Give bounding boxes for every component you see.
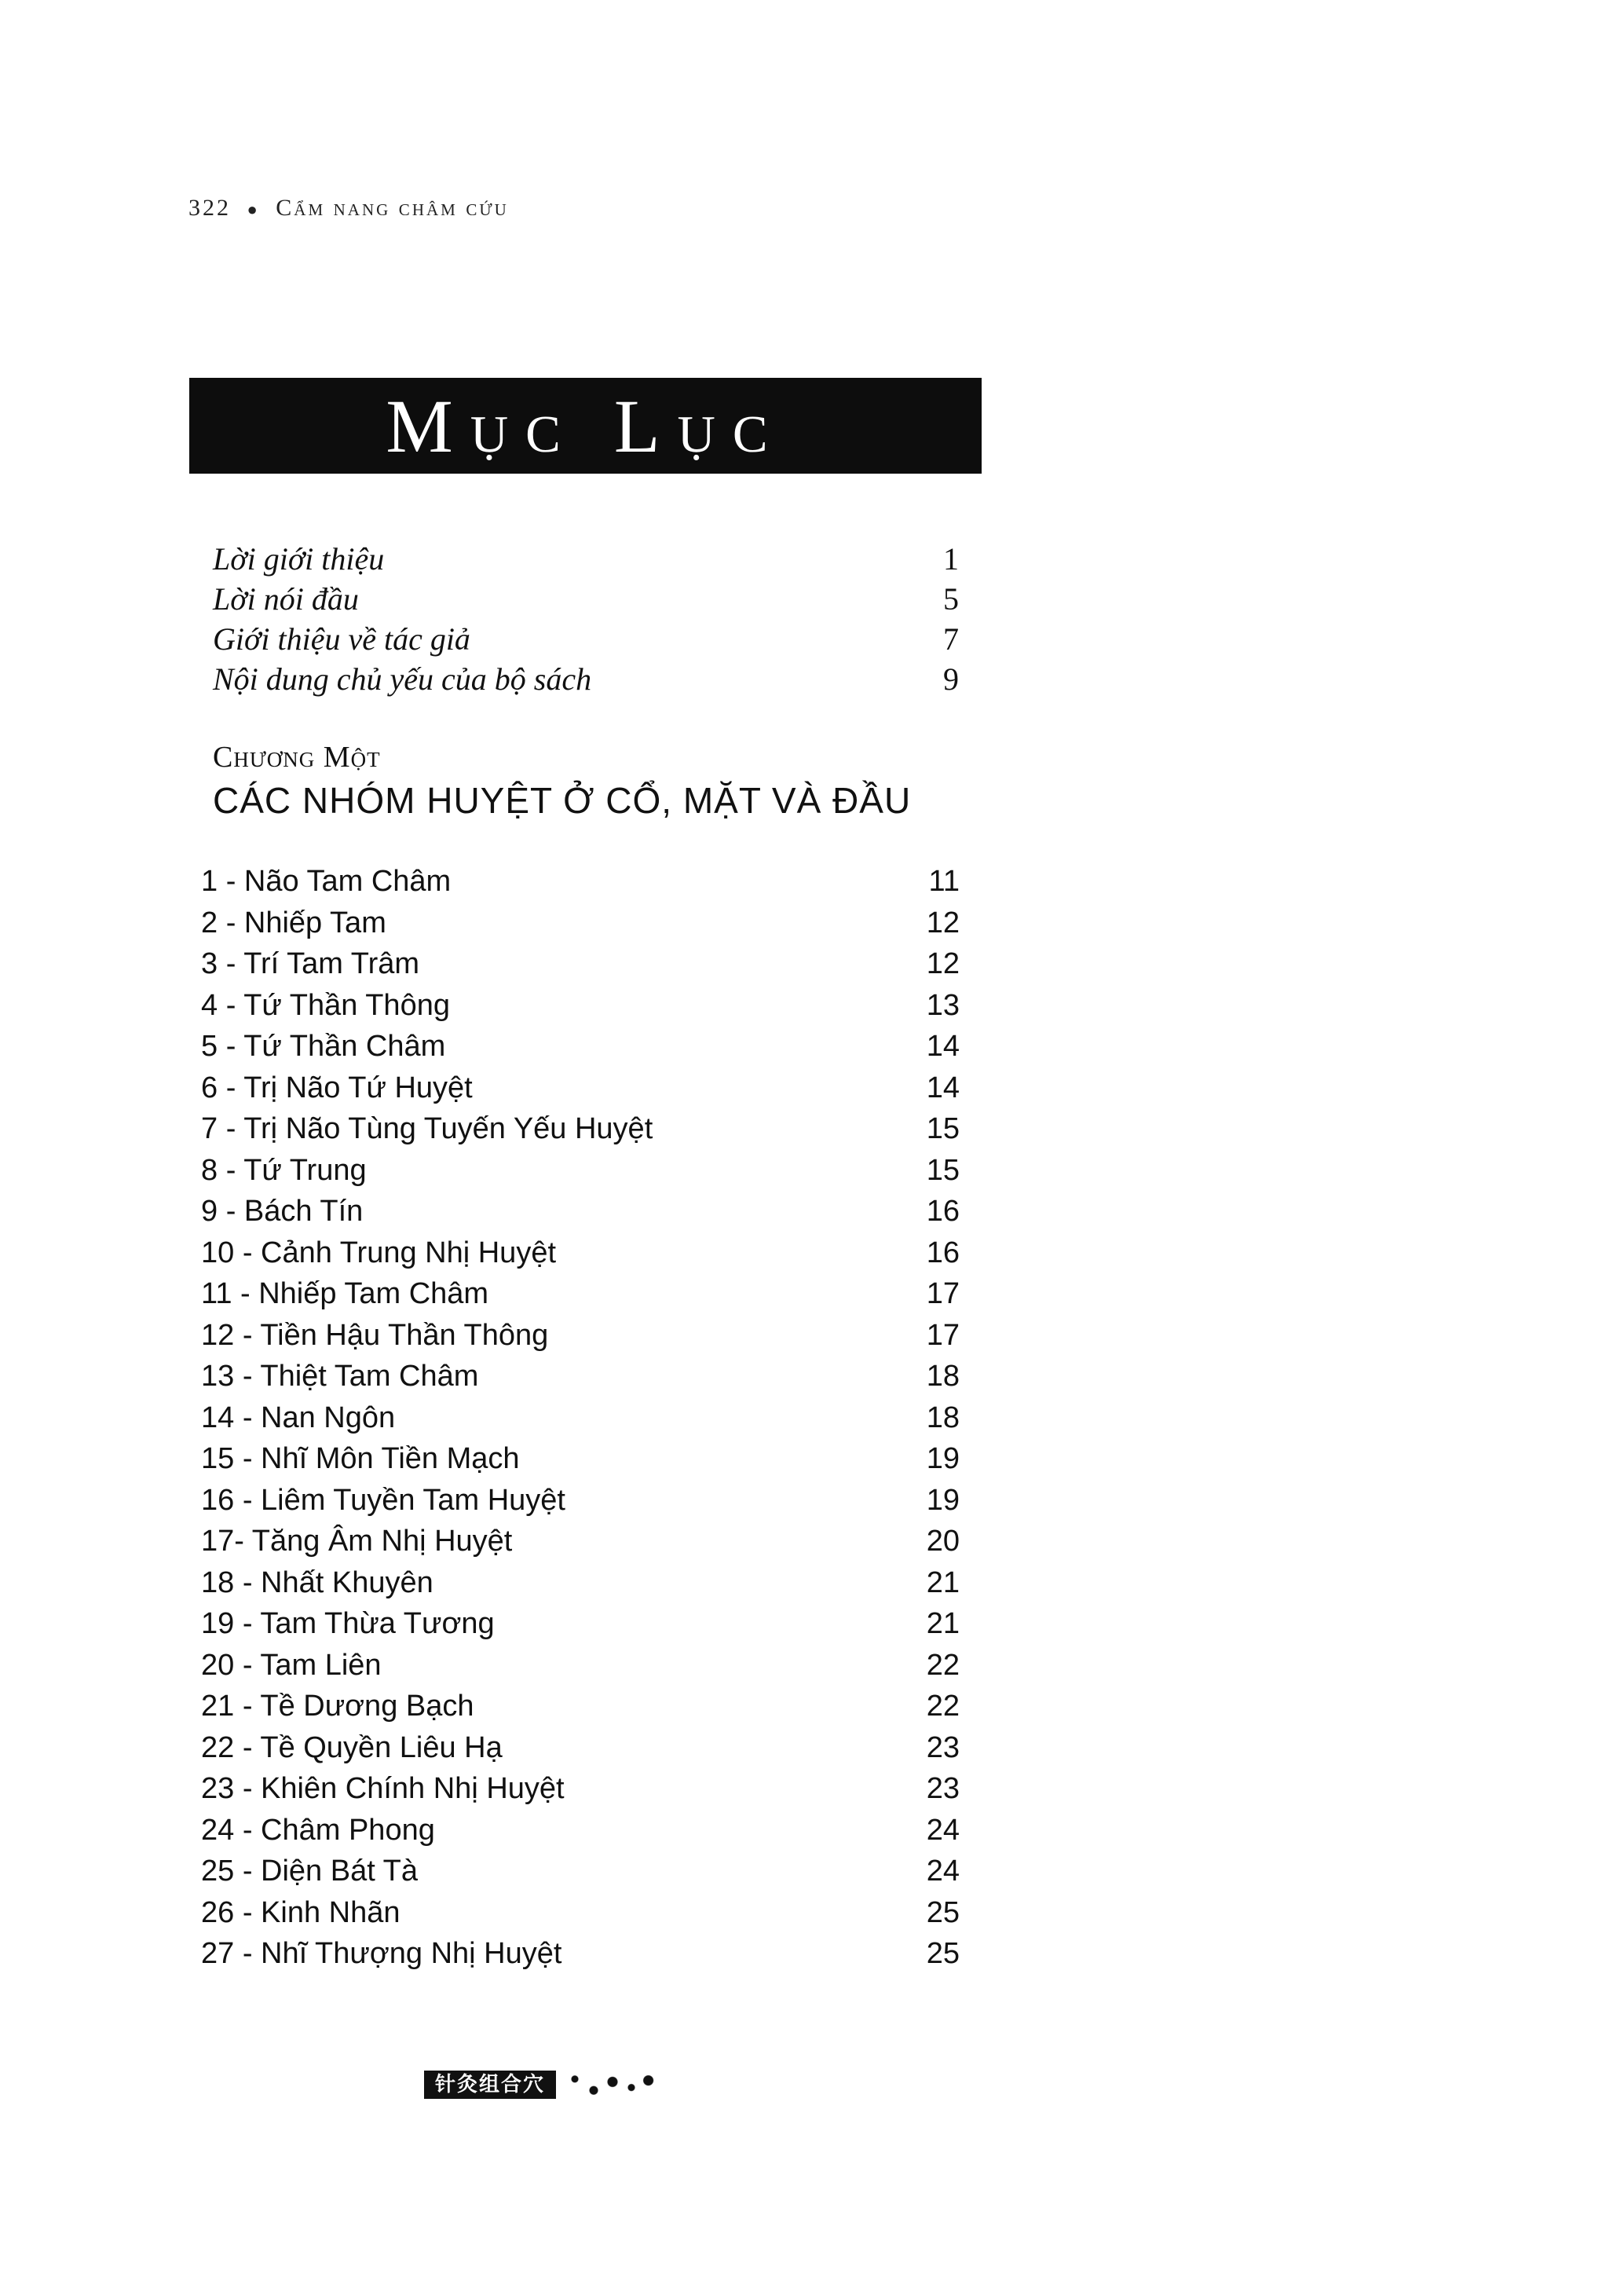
toc-entry-page: 12 bbox=[926, 947, 960, 980]
bullet-icon: ● bbox=[247, 200, 260, 220]
toc-entry-page: 16 bbox=[926, 1236, 960, 1269]
toc-row[interactable] bbox=[201, 1892, 960, 1934]
toc-entry-page: 19 bbox=[926, 1442, 960, 1475]
toc-entry-title: 20 - Tam Liên bbox=[201, 1648, 382, 1682]
toc-entry-title: 26 - Kinh Nhãn bbox=[201, 1895, 401, 1929]
footer-logo-text: 针灸组合穴 bbox=[424, 2071, 556, 2099]
chapter-label: Chương Một bbox=[213, 741, 381, 774]
toc-entry-title: 12 - Tiền Hậu Thần Thông bbox=[201, 1318, 549, 1352]
toc-row[interactable] bbox=[213, 659, 959, 699]
toc-entry-title: 1 - Não Tam Châm bbox=[201, 865, 452, 898]
running-header bbox=[188, 195, 509, 222]
toc-entry-title: Lời giới thiệu bbox=[213, 541, 385, 577]
toc-entry-page: 1 bbox=[943, 541, 959, 577]
toc-entry-title: 11 - Nhiếp Tam Châm bbox=[201, 1277, 489, 1310]
toc-row[interactable] bbox=[201, 1438, 960, 1480]
toc-entry-page: 24 bbox=[926, 1855, 960, 1888]
toc-entry-title: 4 - Tứ Thần Thông bbox=[201, 988, 450, 1022]
toc-row[interactable] bbox=[201, 985, 960, 1027]
toc-entry-title: 23 - Khiên Chính Nhị Huyệt bbox=[201, 1772, 565, 1805]
toc-entry-page: 14 bbox=[926, 1030, 960, 1063]
toc-row[interactable] bbox=[201, 1645, 960, 1686]
chapter-entries-list bbox=[201, 861, 960, 1975]
toc-entry-page: 18 bbox=[926, 1360, 960, 1393]
toc-entry-page: 15 bbox=[926, 1153, 960, 1187]
toc-entry-title: 22 - Tề Quyền Liêu Hạ bbox=[201, 1730, 503, 1764]
toc-entry-page: 12 bbox=[926, 906, 960, 939]
toc-row[interactable] bbox=[213, 539, 959, 579]
toc-row[interactable] bbox=[201, 1686, 960, 1727]
toc-entry-page: 21 bbox=[926, 1607, 960, 1640]
toc-row[interactable] bbox=[201, 1191, 960, 1232]
toc-row[interactable] bbox=[201, 1933, 960, 1975]
toc-entry-title: 8 - Tứ Trung bbox=[201, 1153, 367, 1187]
toc-entry-page: 24 bbox=[926, 1813, 960, 1847]
toc-entry-title: 2 - Nhiếp Tam bbox=[201, 906, 386, 939]
toc-row[interactable] bbox=[201, 1108, 960, 1150]
toc-entry-page: 22 bbox=[926, 1690, 960, 1723]
toc-entry-page: 9 bbox=[943, 661, 959, 697]
toc-entry-page: 21 bbox=[926, 1565, 960, 1599]
toc-entry-page: 23 bbox=[926, 1730, 960, 1764]
chapter-title: CÁC NHÓM HUYỆT Ở CỔ, MẶT VÀ ĐẦU bbox=[213, 780, 912, 821]
toc-entry-title: Nội dung chủ yếu của bộ sách bbox=[213, 661, 592, 697]
toc-entry-page: 17 bbox=[926, 1318, 960, 1352]
toc-entry-title: 21 - Tề Dương Bạch bbox=[201, 1690, 474, 1723]
toc-entry-page: 19 bbox=[926, 1483, 960, 1517]
footer-logo bbox=[424, 2067, 730, 2102]
toc-row[interactable] bbox=[201, 861, 960, 903]
toc-entry-title: 5 - Tứ Thần Châm bbox=[201, 1030, 446, 1063]
toc-entry-title: 27 - Nhĩ Thượng Nhị Huyệt bbox=[201, 1937, 562, 1970]
toc-entry-page: 13 bbox=[926, 988, 960, 1022]
toc-entry-page: 7 bbox=[943, 621, 959, 657]
toc-entry-title: Lời nói đầu bbox=[213, 581, 359, 617]
toc-row[interactable] bbox=[213, 579, 959, 619]
ink-speckle-icon bbox=[565, 2071, 660, 2099]
toc-row[interactable] bbox=[201, 1810, 960, 1851]
toc-entry-title: 19 - Tam Thừa Tương bbox=[201, 1607, 495, 1640]
toc-entry-title: 14 - Nan Ngôn bbox=[201, 1401, 396, 1434]
toc-row[interactable] bbox=[201, 1851, 960, 1892]
toc-row[interactable] bbox=[201, 1768, 960, 1810]
toc-title-banner bbox=[189, 378, 982, 474]
toc-entry-page: 25 bbox=[926, 1937, 960, 1970]
toc-entry-page: 17 bbox=[926, 1277, 960, 1310]
toc-entry-page: 22 bbox=[926, 1648, 960, 1682]
toc-entry-title: 13 - Thiệt Tam Châm bbox=[201, 1360, 479, 1393]
toc-title: Mục Lục bbox=[386, 383, 785, 468]
toc-entry-page: 14 bbox=[926, 1071, 960, 1104]
toc-row[interactable] bbox=[201, 1067, 960, 1109]
toc-entry-title: 10 - Cảnh Trung Nhị Huyệt bbox=[201, 1236, 557, 1269]
toc-entry-page: 15 bbox=[926, 1112, 960, 1145]
toc-row[interactable] bbox=[201, 1603, 960, 1645]
toc-row[interactable] bbox=[213, 619, 959, 659]
toc-entry-title: 17- Tăng Âm Nhị Huyệt bbox=[201, 1525, 513, 1558]
toc-row[interactable] bbox=[201, 1562, 960, 1604]
front-matter-list bbox=[213, 539, 959, 699]
toc-row[interactable] bbox=[201, 943, 960, 985]
toc-row[interactable] bbox=[201, 1273, 960, 1315]
toc-entry-page: 25 bbox=[926, 1895, 960, 1929]
toc-entry-title: 25 - Diện Bát Tà bbox=[201, 1855, 419, 1888]
toc-row[interactable] bbox=[201, 1727, 960, 1769]
toc-entry-page: 5 bbox=[943, 581, 959, 617]
toc-entry-page: 18 bbox=[926, 1401, 960, 1434]
page-number: 322 bbox=[188, 195, 231, 221]
toc-row[interactable] bbox=[201, 903, 960, 944]
toc-entry-title: 16 - Liêm Tuyền Tam Huyệt bbox=[201, 1483, 565, 1517]
toc-entry-title: 6 - Trị Não Tứ Huyệt bbox=[201, 1071, 473, 1104]
toc-row[interactable] bbox=[201, 1150, 960, 1192]
toc-entry-title: 9 - Bách Tín bbox=[201, 1195, 364, 1228]
toc-entry-title: Giới thiệu về tác giả bbox=[213, 621, 470, 657]
toc-entry-title: 3 - Trí Tam Trâm bbox=[201, 947, 420, 980]
toc-entry-title: 15 - Nhĩ Môn Tiền Mạch bbox=[201, 1442, 520, 1475]
toc-row[interactable] bbox=[201, 1397, 960, 1439]
toc-entry-title: 18 - Nhất Khuyên bbox=[201, 1565, 433, 1599]
toc-row[interactable] bbox=[201, 1356, 960, 1397]
toc-entry-title: 7 - Trị Não Tùng Tuyến Yếu Huyệt bbox=[201, 1112, 653, 1145]
toc-row[interactable] bbox=[201, 1232, 960, 1274]
toc-row[interactable] bbox=[201, 1315, 960, 1357]
toc-entry-page: 11 bbox=[928, 865, 960, 898]
toc-row[interactable] bbox=[201, 1521, 960, 1562]
toc-entry-title: 24 - Châm Phong bbox=[201, 1813, 435, 1847]
toc-entry-page: 23 bbox=[926, 1772, 960, 1805]
toc-entry-page: 16 bbox=[926, 1195, 960, 1228]
toc-entry-page: 20 bbox=[926, 1525, 960, 1558]
toc-row[interactable] bbox=[201, 1480, 960, 1522]
toc-row[interactable] bbox=[201, 1026, 960, 1067]
book-title: Cẩm nang châm cứu bbox=[276, 195, 509, 221]
